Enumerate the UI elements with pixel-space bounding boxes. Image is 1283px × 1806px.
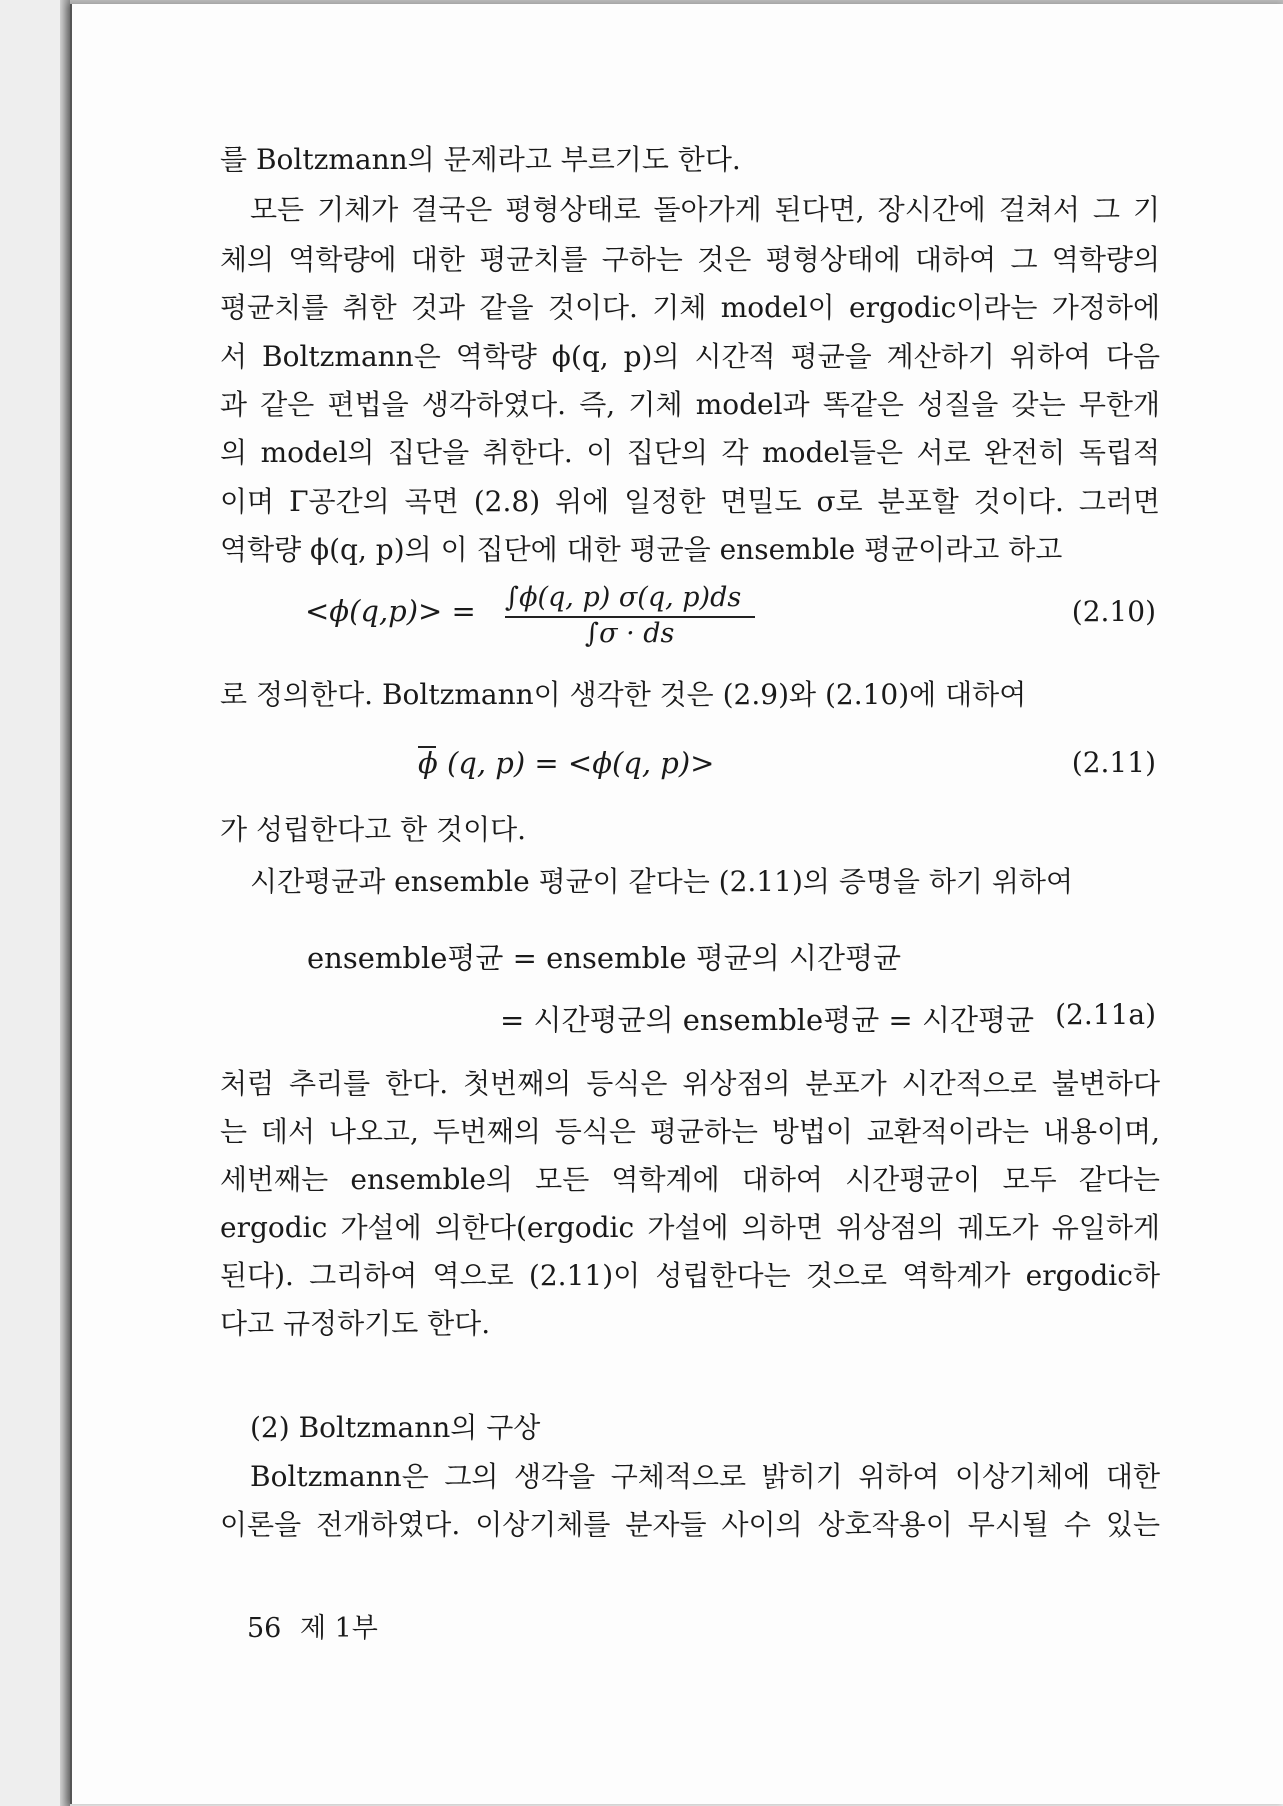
text-line: 세번째는 ensemble의 모든 역학계에 대하여 시간평균이 모두 같다는 xyxy=(220,1163,1160,1196)
text-line: 의 model의 집단을 취한다. 이 집단의 각 model들은 서로 완전히 독립적 xyxy=(220,436,1160,469)
text-line: 는 데서 나오고, 두번째의 등식은 평균하는 방법이 교환적이라는 내용이며, xyxy=(220,1115,1160,1148)
text-line: 를 Boltzmann의 문제라고 부르기도 한다. xyxy=(220,143,741,176)
text-line: 역학량 ϕ(q, p)의 이 집단에 대한 평균을 ensemble 평균이라고 하고 xyxy=(220,533,1063,566)
text-line: 모든 기체가 결국은 평형상태로 돌아가게 된다면, 장시간에 걸쳐서 그 기 xyxy=(250,193,1160,226)
text-line: 처럼 추리를 한다. 첫번째의 등식은 위상점의 분포가 시간적으로 불변하다 xyxy=(220,1067,1160,1100)
text-line: 된다). 그리하여 역으로 (2.11)이 성립한다는 것으로 역학계가 ergodic하 xyxy=(220,1259,1160,1292)
text-line: 다고 규정하기도 한다. xyxy=(220,1307,491,1340)
text-line: 로 정의한다. Boltzmann이 생각한 것은 (2.9)와 (2.10)에 대하여 xyxy=(220,678,1027,711)
equation-2-10-lhs: <ϕ(q,p)> = xyxy=(305,594,476,628)
equation-2-10-denominator: ∫σ · ds xyxy=(585,618,675,649)
equation-2-11: ϕ (q, p) = <ϕ(q, p)> xyxy=(418,746,715,780)
equation-2-11a-row1: ensemble평균 = ensemble 평균의 시간평균 xyxy=(307,941,902,975)
page-number: 56 xyxy=(247,1613,282,1644)
text-line: 체의 역학량에 대한 평균치를 구하는 것은 평형상태에 대하여 그 역학량의 xyxy=(220,243,1160,276)
equation-2-10-fraction xyxy=(505,582,760,652)
text-line: 이며 Γ공간의 곡면 (2.8) 위에 일정한 면밀도 σ로 분포할 것이다. 그러면 xyxy=(220,485,1160,518)
book-spine-edge xyxy=(60,0,70,1806)
equation-number: (2.11a) xyxy=(1055,998,1156,1031)
equation-2-10-numerator: ∫ϕ(q, p) σ(q, p)ds xyxy=(505,582,742,613)
equation-number: (2.11) xyxy=(1071,746,1156,779)
section-heading: (2) Boltzmann의 구상 xyxy=(250,1411,541,1444)
equation-2-11a-row2: = 시간평균의 ensemble평균 = 시간평균 xyxy=(500,1003,1035,1037)
equation-number: (2.10) xyxy=(1071,595,1156,628)
text-line: 서 Boltzmann은 역학량 ϕ(q, p)의 시간적 평균을 계산하기 위하여 다음 xyxy=(220,340,1160,373)
text-line: 시간평균과 ensemble 평균이 같다는 (2.11)의 증명을 하기 위하여 xyxy=(250,865,1073,898)
text-line: ergodic 가설에 의한다(ergodic 가설에 의하면 위상점의 궤도가 유일하게 xyxy=(220,1211,1160,1244)
part-label: 제 1부 xyxy=(299,1613,378,1644)
text-line: Boltzmann은 그의 생각을 구체적으로 밝히기 위하여 이상기체에 대한 xyxy=(250,1460,1160,1493)
text-line: 과 같은 편법을 생각하였다. 즉, 기체 model과 똑같은 성질을 갖는 무한개 xyxy=(220,388,1160,421)
page-footer xyxy=(247,1606,378,1645)
text-line: 평균치를 취한 것과 같을 것이다. 기체 model이 ergodic이라는 가정하에 xyxy=(220,291,1160,324)
text-line: 가 성립한다고 한 것이다. xyxy=(220,813,527,846)
text-line: 이론을 전개하였다. 이상기체를 분자들 사이의 상호작용이 무시될 수 있는 xyxy=(220,1508,1160,1541)
